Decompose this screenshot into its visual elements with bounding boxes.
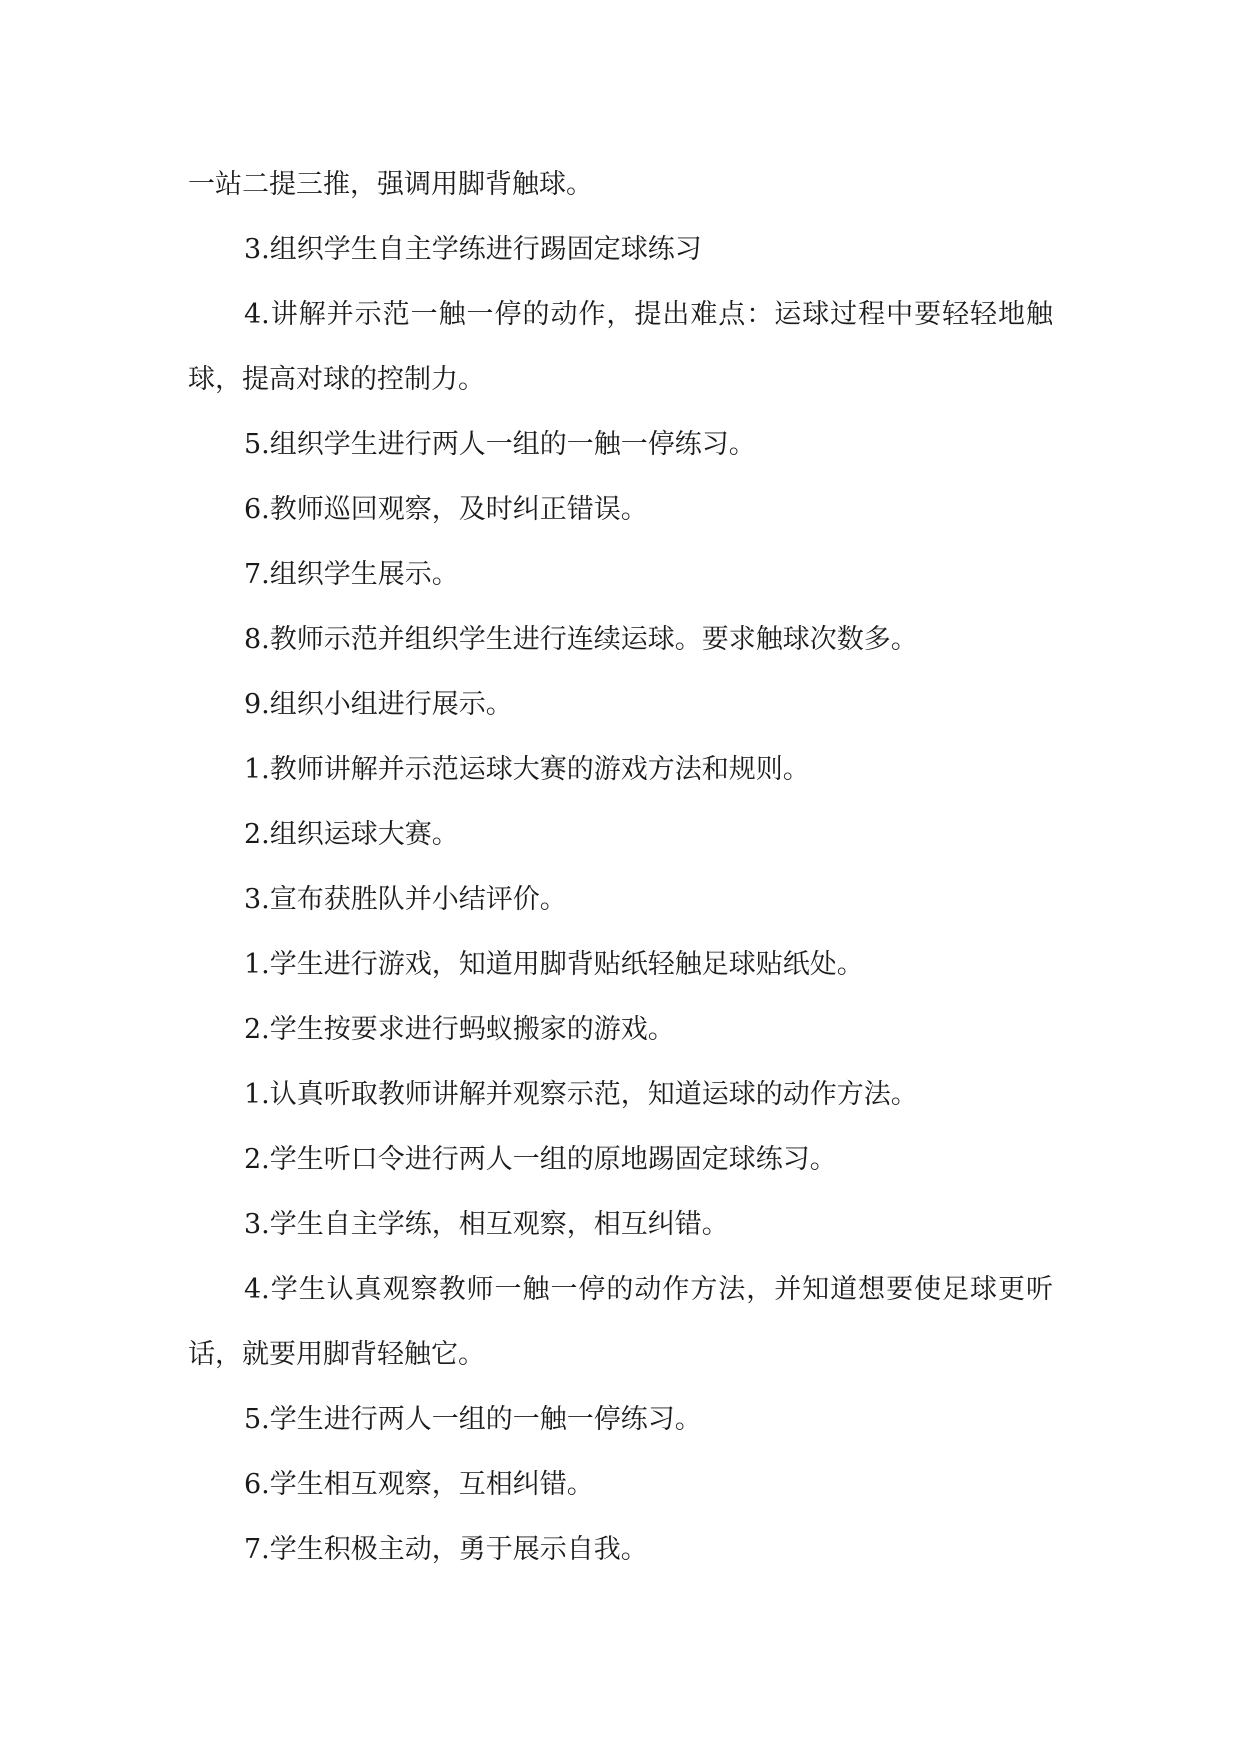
paragraph: 2.学生按要求进行蚂蚁搬家的游戏。 <box>244 1014 675 1045</box>
paragraph: 8.教师示范并组织学生进行连续运球。要求触球次数多。 <box>244 624 918 655</box>
paragraph: 3.学生自主学练，相互观察，相互纠错。 <box>244 1209 729 1240</box>
paragraph: 7.组织学生展示。 <box>244 559 459 590</box>
paragraph: 9.组织小组进行展示。 <box>244 689 513 720</box>
paragraph: 6.学生相互观察，互相纠错。 <box>244 1469 594 1500</box>
paragraph: 2.学生听口令进行两人一组的原地踢固定球练习。 <box>244 1144 837 1175</box>
paragraph: 7.学生积极主动，勇于展示自我。 <box>244 1534 648 1565</box>
paragraph: 4.学生认真观察教师一触一停的动作方法，并知道想要使足球更听话，就要用脚背轻触它。 <box>188 1274 1053 1370</box>
paragraph: 5.学生进行两人一组的一触一停练习。 <box>244 1404 702 1435</box>
paragraph: 2.组织运球大赛。 <box>244 819 459 850</box>
paragraph: 1.学生进行游戏，知道用脚背贴纸轻触足球贴纸处。 <box>244 949 864 980</box>
paragraph: 1.教师讲解并示范运球大赛的游戏方法和规则。 <box>244 754 810 785</box>
paragraph: 5.组织学生进行两人一组的一触一停练习。 <box>244 429 756 460</box>
paragraph: 一站二提三推，强调用脚背触球。 <box>188 169 593 200</box>
paragraph: 6.教师巡回观察，及时纠正错误。 <box>244 494 648 525</box>
paragraph: 1.认真听取教师讲解并观察示范，知道运球的动作方法。 <box>244 1079 918 1110</box>
paragraph: 4.讲解并示范一触一停的动作，提出难点：运球过程中要轻轻地触球，提高对球的控制力。 <box>188 299 1053 395</box>
paragraph: 3.组织学生自主学练进行踢固定球练习 <box>244 234 702 265</box>
document-body <box>188 152 1053 1582</box>
paragraph: 3.宣布获胜队并小结评价。 <box>244 884 567 915</box>
